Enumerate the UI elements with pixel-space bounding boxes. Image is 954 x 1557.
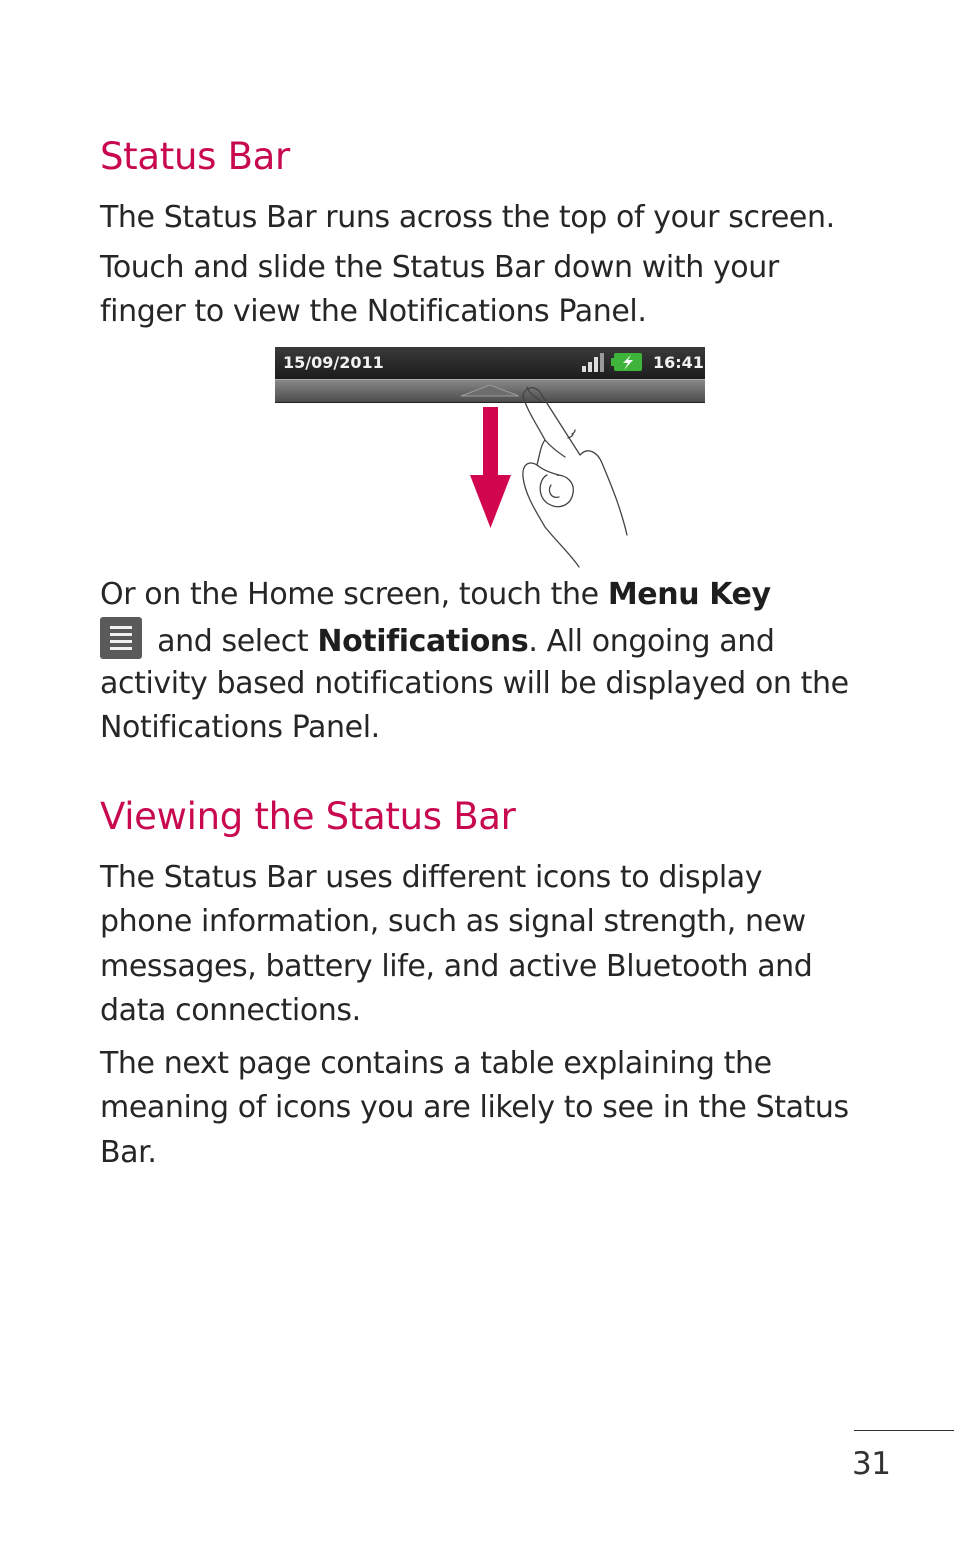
footer-rule <box>854 1430 954 1431</box>
menu-key-label: Menu Key <box>607 577 771 612</box>
paragraph-line: phone information, such as signal strength, new <box>100 904 806 939</box>
paragraph-line <box>100 573 771 618</box>
page-number: 31 <box>852 1446 891 1482</box>
status-bar-illustration <box>275 345 707 584</box>
text-run: Or on the Home screen, touch the <box>100 577 608 612</box>
paragraph-line: meaning of icons you are likely to see in the Status <box>100 1090 849 1125</box>
paragraph-line: finger to view the Notifications Panel. <box>100 294 647 329</box>
notifications-label: Notifications <box>317 624 529 659</box>
status-time: 16:41 <box>653 353 704 372</box>
paragraph-line: Notifications Panel. <box>100 710 380 745</box>
section-heading-status-bar: Status Bar <box>100 135 290 178</box>
arrow-down-icon <box>470 407 511 528</box>
paragraph-line: The next page contains a table explaining the <box>100 1046 772 1081</box>
section-heading-viewing-status-bar: Viewing the Status Bar <box>100 795 516 838</box>
text-run: . All ongoing and <box>528 624 775 659</box>
paragraph-line: activity based notifications will be displayed on the <box>100 666 849 701</box>
status-date: 15/09/2011 <box>283 353 384 372</box>
paragraph-line: messages, battery life, and active Bluetooth and <box>100 949 813 984</box>
paragraph-line: The Status Bar runs across the top of your screen. <box>100 200 835 235</box>
finger-icon <box>523 387 627 567</box>
paragraph-line: data connections. <box>100 993 361 1028</box>
menu-key-icon <box>100 617 142 659</box>
paragraph-line: Touch and slide the Status Bar down with your <box>100 250 779 285</box>
paragraph-line <box>100 617 774 665</box>
battery-charging-icon <box>611 353 642 371</box>
paragraph-line: Bar. <box>100 1135 157 1170</box>
paragraph-line: The Status Bar uses different icons to display <box>100 860 763 895</box>
status-bar-figure <box>275 345 707 580</box>
text-run: and select <box>148 624 318 659</box>
